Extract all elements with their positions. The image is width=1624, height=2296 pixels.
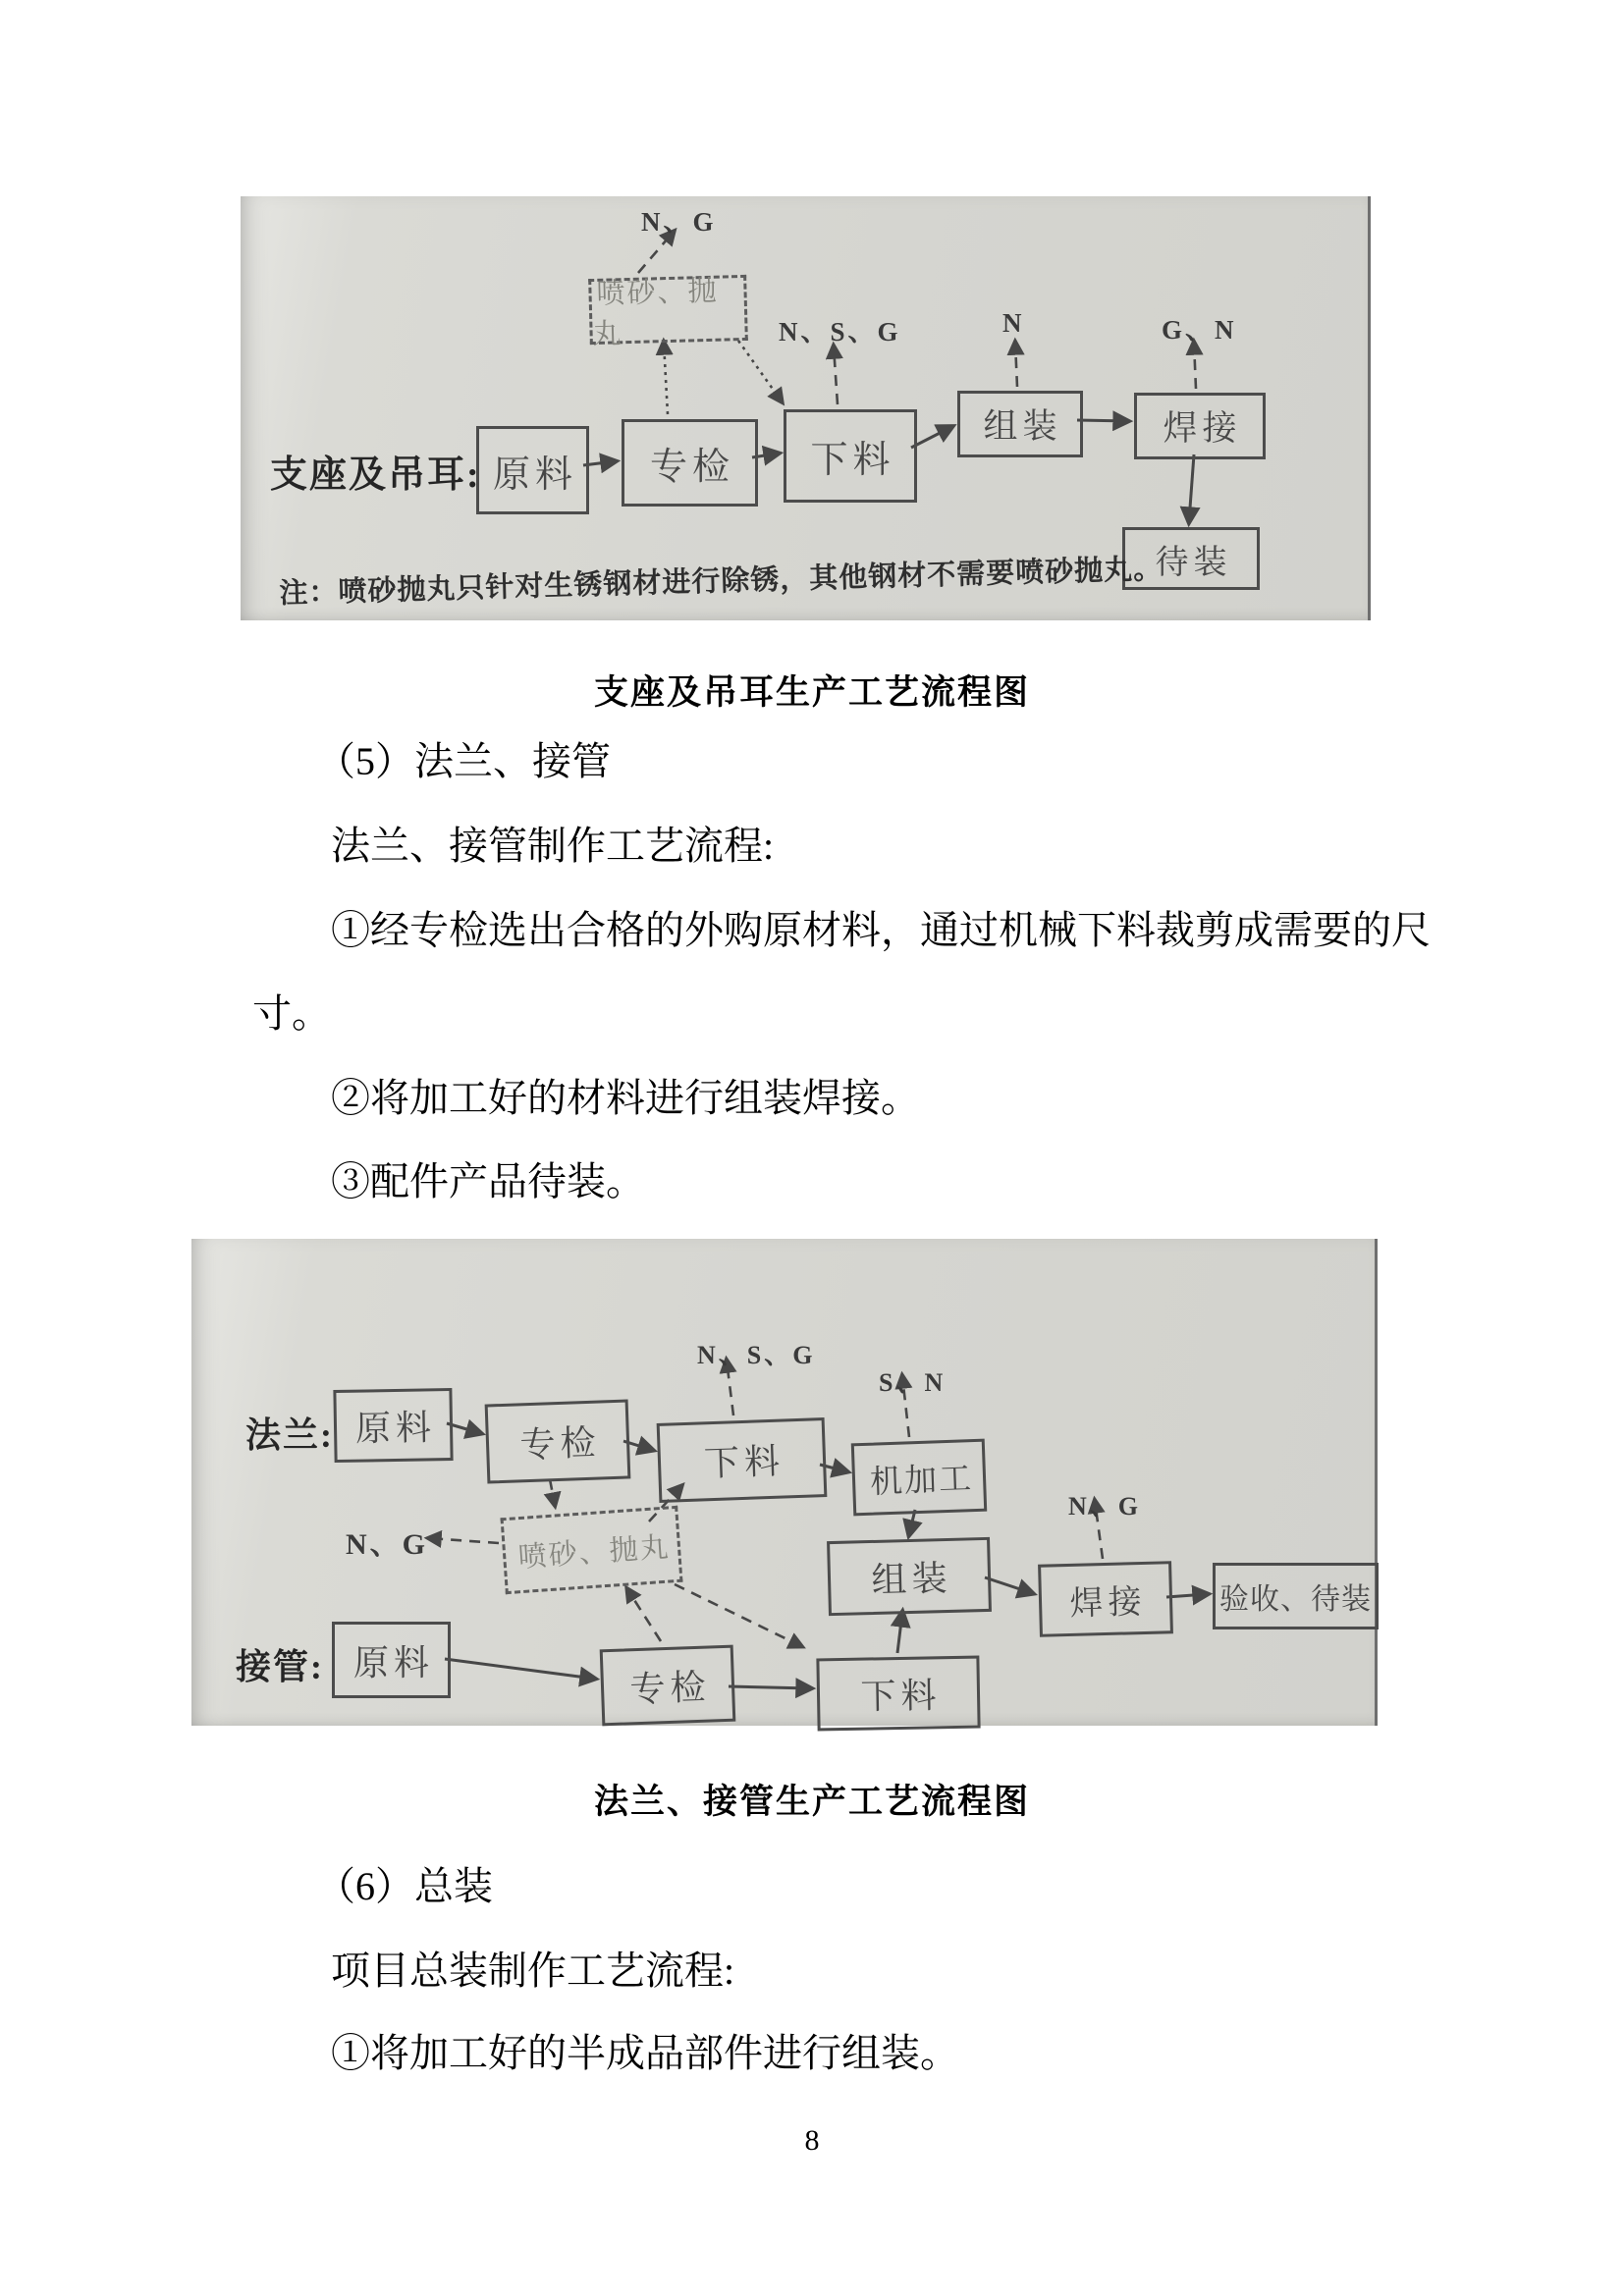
flow1-note: 注：喷砂抛丸只针对生锈钢材进行除锈，其他钢材不需要喷砂抛丸。 bbox=[279, 553, 1164, 611]
arrow-weld-to-accept bbox=[1166, 1594, 1207, 1597]
flow1-box-raw: 原料 bbox=[476, 426, 589, 514]
flow2-box-weld: 焊接 bbox=[1038, 1561, 1173, 1637]
flow1-mark-ng: N、G bbox=[641, 207, 717, 237]
arrow-inspect2-to-blast bbox=[627, 1589, 661, 1641]
section5-heading: （5）法兰、接管 bbox=[316, 739, 611, 783]
section5-item3: ③配件产品待装。 bbox=[331, 1159, 645, 1203]
section5-intro: 法兰、接管制作工艺流程: bbox=[331, 824, 775, 868]
section5-item1-line1: ①经专检选出合格的外购原材料，通过机械下料裁剪成需要的尺 bbox=[331, 908, 1431, 952]
flow1-box-cut: 下料 bbox=[784, 409, 917, 503]
arrow-inspect1-to-blast bbox=[550, 1479, 555, 1505]
flow2-mark-ng-left: N、G bbox=[346, 1528, 428, 1561]
arrow-inspect2-to-cut2 bbox=[729, 1686, 810, 1688]
photo-flowchart-flange-pipe bbox=[191, 1239, 1378, 1726]
arrow-raw2-to-inspect2 bbox=[445, 1659, 594, 1679]
flow2-box-cut2: 下料 bbox=[816, 1656, 980, 1732]
arrow-cut-to-nsg bbox=[834, 347, 838, 404]
flow2-row1-label: 法兰: bbox=[245, 1415, 334, 1455]
arrow-blast-to-cut2 bbox=[675, 1584, 801, 1646]
flow2-box-cut1: 下料 bbox=[657, 1417, 828, 1503]
arrow-weld-to-gn bbox=[1194, 343, 1196, 389]
flow2-box-raw2: 原料 bbox=[332, 1622, 451, 1698]
arrow-blast-to-ng-left bbox=[429, 1538, 499, 1543]
section5-item1-line2: 寸。 bbox=[252, 991, 331, 1036]
flow1-mark-n: N bbox=[1002, 308, 1025, 338]
flow2-box-machine: 机加工 bbox=[851, 1439, 987, 1517]
flow1-mark-gn: G、N bbox=[1162, 315, 1237, 345]
section6-intro: 项目总装制作工艺流程: bbox=[331, 1949, 735, 1993]
arrow-cut2-to-assemble bbox=[897, 1613, 902, 1653]
flow1-box-weld: 焊接 bbox=[1134, 393, 1266, 459]
photo-flowchart-supports bbox=[241, 196, 1371, 620]
flow2-box-blast: 喷砂、抛丸 bbox=[500, 1506, 682, 1594]
arrow-assemble-to-weld bbox=[985, 1577, 1032, 1593]
flow1-box-assemble: 组装 bbox=[957, 391, 1083, 457]
section5-item2: ②将加工好的材料进行组装焊接。 bbox=[331, 1076, 920, 1120]
arrow-weld-to-await bbox=[1189, 454, 1194, 521]
flow2-mark-nsg: N、S、G bbox=[697, 1341, 816, 1369]
arrow-assemble-to-weld bbox=[1077, 420, 1127, 421]
section6-item1: ①将加工好的半成品部件进行组装。 bbox=[331, 2031, 959, 2075]
arrow-inspect-to-blast bbox=[664, 343, 668, 414]
flow2-box-accept: 验收、待装 bbox=[1213, 1563, 1379, 1629]
flow1-box-blast: 喷砂、抛丸 bbox=[588, 275, 748, 345]
arrow-assemble-to-n bbox=[1015, 343, 1017, 387]
flow1-mark-nsg: N、S、G bbox=[779, 317, 901, 347]
flow2-box-assemble: 组装 bbox=[827, 1537, 992, 1616]
caption-flowchart-1: 支座及吊耳生产工艺流程图 bbox=[593, 673, 1030, 712]
flow1-box-inspect: 专检 bbox=[622, 419, 758, 507]
page-number: 8 bbox=[804, 2124, 820, 2157]
flow1-box-await: 待装 bbox=[1122, 527, 1260, 590]
flow1-row-label: 支座及吊耳: bbox=[270, 454, 481, 496]
flow2-mark-ng-right: N、G bbox=[1068, 1492, 1142, 1521]
arrow-blast-to-cut bbox=[738, 341, 782, 401]
flow2-mark-sn: S、N bbox=[879, 1368, 947, 1397]
section6-heading: （6）总装 bbox=[316, 1864, 493, 1908]
flow2-box-inspect1: 专检 bbox=[485, 1399, 631, 1483]
flow2-box-inspect2: 专检 bbox=[600, 1645, 736, 1727]
flow2-row2-label: 接管: bbox=[236, 1647, 324, 1686]
arrow-cut-to-assemble bbox=[911, 427, 951, 448]
flow2-box-raw1: 原料 bbox=[333, 1388, 453, 1463]
caption-flowchart-2: 法兰、接管生产工艺流程图 bbox=[593, 1783, 1030, 1821]
